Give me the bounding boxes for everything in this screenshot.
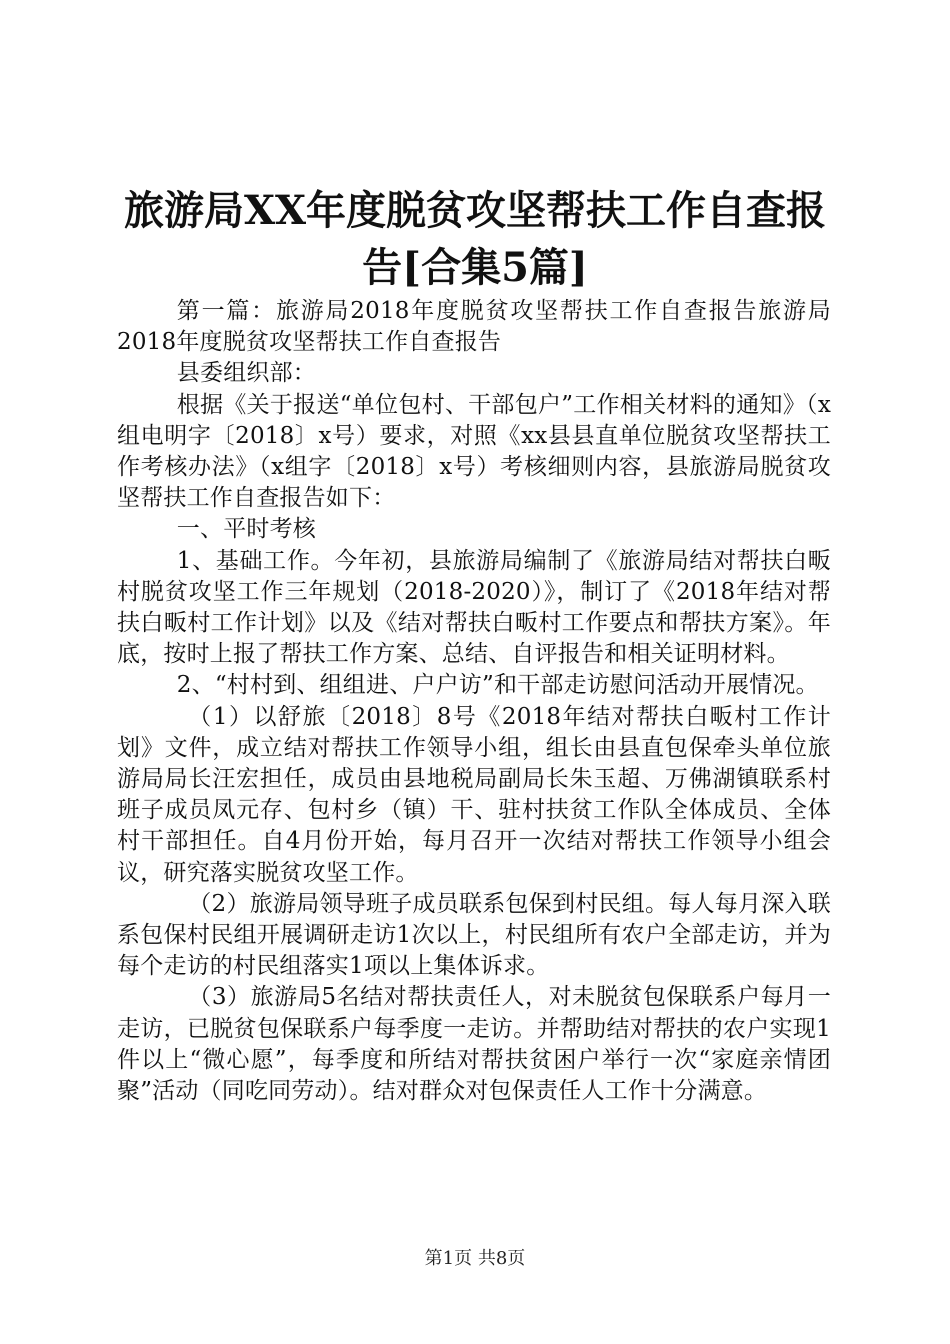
paragraph-addressee: 县委组织部： <box>176 360 316 387</box>
paragraph-item-3: （3）旅游局5名结对帮扶责任人，对未脱贫包保联系户每月一走访，已脱贫包保联系户每季度一走访。并帮助结对帮扶的农户实现1件以上“微心愿”，每季度和所结对帮扶贫困户举行一次“家庭亲情团聚”活动（同吃同劳动）。结对群众对包保责任人工作十分满意。 <box>117 984 831 1105</box>
document-title: 旅游局XX年度脱贫攻坚帮扶工作自查报告[合集5篇] <box>123 187 827 291</box>
paragraph-basic-work: 1、基础工作。今年初，县旅游局编制了《旅游局结对帮扶白畈村脱贫攻坚工作三年规划（2018-2020）》，制订了《2018年结对帮扶白畈村工作计划》以及《结对帮扶白畈村工作要点和帮扶方案》。年底，按时上报了帮扶工作方案、总结、自评报告和相关证明材料。 <box>117 547 831 668</box>
paragraph-introduction: 根据《关于报送“单位包村、干部包户”工作相关材料的通知》（x组电明字〔2018〕x号）要求，对照《xx县县直单位脱贫攻坚帮扶工作考核办法》（x组字〔2018〕x号）考核细则内容，县旅游局脱贫攻坚帮扶工作自查报告如下： <box>117 391 831 512</box>
paragraph-item-1: （1）以舒旅〔2018〕8号《2018年结对帮扶白畈村工作计划》文件，成立结对帮扶工作领导小组，组长由县直包保牵头单位旅游局局长汪宏担任，成员由县地税局副局长朱玉超、万佛湖镇联系村班子成员凤元存、包村乡（镇）干、驻村扶贫工作队全体成员、全体村干部担任。自4月份开始，每月召开一次结对帮扶工作领导小组会议，研究落实脱贫攻坚工作。 <box>117 703 831 886</box>
paragraph-visits-overview: 2、“村村到、组组进、户户访”和干部走访慰问活动开展情况。 <box>176 672 819 699</box>
section-heading-routine-assessment: 一、平时考核 <box>176 516 316 543</box>
document-body <box>117 296 831 1107</box>
paragraph-part-heading: 第一篇：旅游局2018年度脱贫攻坚帮扶工作自查报告旅游局2018年度脱贫攻坚帮扶工作自查报告 <box>117 298 831 356</box>
paragraph-item-2: （2）旅游局领导班子成员联系包保到村民组。每人每月深入联系包保村民组开展调研走访1次以上，村民组所有农户全部走访，并为每个走访的村民组落实1项以上集体诉求。 <box>117 890 831 980</box>
page-number-footer: 第1页 共8页 <box>424 1248 526 1269</box>
